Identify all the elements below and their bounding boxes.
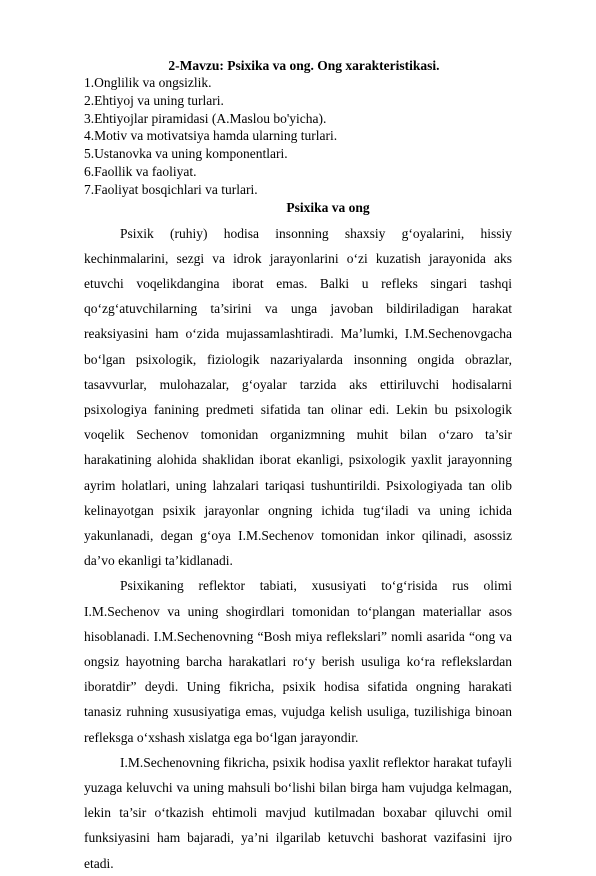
topic-list [84, 74, 512, 199]
topic-item: 5.Ustanovka va uning komponentlari. [84, 146, 288, 162]
topic-item: 2.Ehtiyoj va uning turlari. [84, 92, 224, 108]
body-paragraph: I.M.Sechenovning fikricha, psixik hodisa yaxlit reflektor harakat tufayli yuzaga keluvchi va uning mahsuli bo‘lishi bilan birga ham vujudga kelmagan, lekin ta’sir o‘tkazish ehtimoli mavjud kutilmadan boxabar qiluvchi omil funksiyasini ham bajaradi, ya’ni ilgarilab ketuvchi bashorat vazifasini ijro etadi. [84, 754, 512, 871]
topic-item: 3.Ehtiyojlar piramidasi (A.Maslou bo'yicha). [84, 110, 327, 126]
topic-item: 4.Motiv va motivatsiya hamda ularning turlari. [84, 128, 338, 144]
body-paragraph: Psixikaning reflektor tabiati, xususiyati to‘g‘risida rus olimi I.M.Sechenov va uning shogirdlari tomonidan to‘plangan materiallar asos hisoblanadi. I.M.Sechenovning “Bosh miya reflekslari” nomli asarida “ong va ongsiz hayotning barcha harakatlari ro‘y berish usuliga ko‘ra reflekslardan iboratdir” deydi. Uning fikricha, psixik hodisa sifatida ongning harakati tanasiz ruhning xususiyatiga emas, vujudga kelish usuliga, tuzilishiga binoan refleksga o‘xshash xislatga ega bo‘lgan jarayondir. [84, 578, 512, 745]
section-heading: Psixika va ong [286, 199, 370, 215]
body-paragraph: Psixik (ruhiy) hodisa insonning shaxsiy g‘oyalarini, hissiy kechinmalarini, sezgi va idrok jarayonlarini o‘zi kuzatish jarayonida aks etuvchi voqelikdangina iborat emas. Balki u refleks singari tashqi qo‘zg‘atuvchilarning ta’sirini va unga javoban bildiriladigan harakat reaksiyasini ham o‘zida mujassamlashtiradi. Ma’lumki, I.M.Sechenovgacha bo‘lgan psixologik, fiziologik nazariyalarda insonning ongida obrazlar, tasavvurlar, mulohazalar, g‘oyalar tarzida aks ettiriluvchi hodisalarni psixologiya fanining predmeti sifatida tan olinar edi. Lekin bu psixologik voqelik Sechenov tomonidan organizmning muhit bilan o‘zaro ta’sir harakatining alohida shaklidan iborat ekanligi, psixologik yaxlit jarayonning ayrim holatlari, uning lahzalari tariqasi tushuntirildi. Psixologiyada tan olib kelinayotgan psixik jarayonlar ongning ichida tug‘iladi va uning ichida yakunlanadi, degan g‘oya I.M.Sechenov tomonidan inkor qilinadi, asossiz da’vo ekanligi ta’kidlanadi. [84, 225, 512, 569]
topic-item: 6.Faollik va faoliyat. [84, 163, 197, 179]
topic-item: 7.Faoliyat bosqichlari va turlari. [84, 181, 258, 197]
topic-item: 1.Onglilik va ongsizlik. [84, 75, 212, 90]
document-title: 2-Mavzu: Psixika va ong. Ong xarakteristikasi. [168, 58, 440, 73]
